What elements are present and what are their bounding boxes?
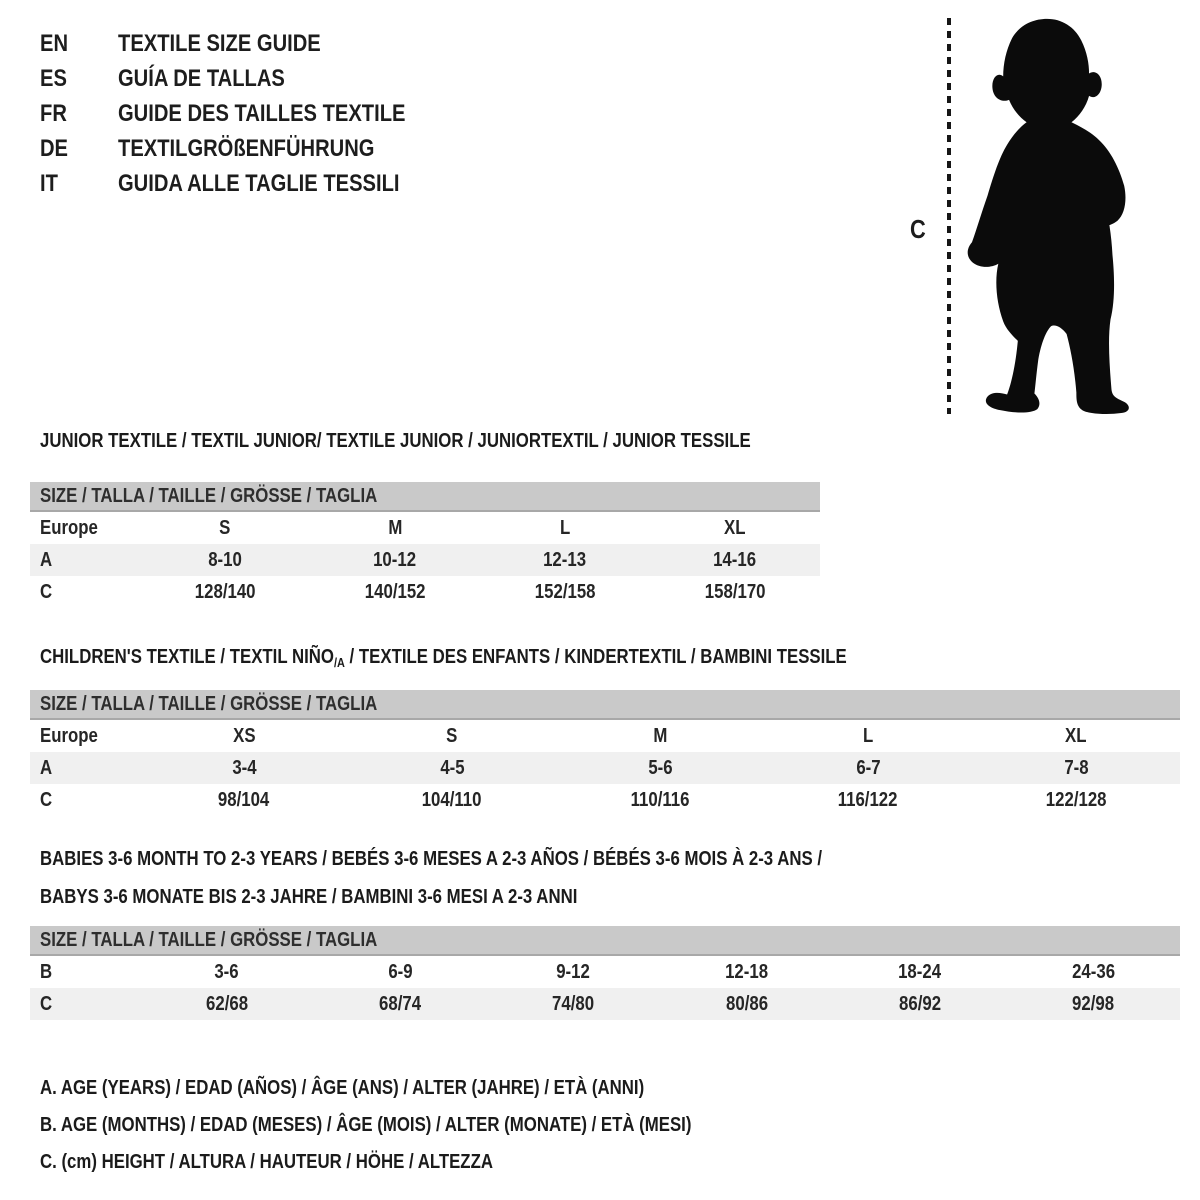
size-header-band: SIZE / TALLA / TAILLE / GRÖSSE / TAGLIA xyxy=(30,482,820,512)
children-title-post: / TEXTILE DES ENFANTS / KINDERTEXTIL / BAMBINI TESSILE xyxy=(344,646,847,668)
value-cell: 14-16 xyxy=(713,548,757,571)
region-label: Europe xyxy=(40,724,98,747)
value-cell: 7-8 xyxy=(1063,756,1089,779)
babies-size-table xyxy=(30,926,1180,1020)
legend-line-b: B. AGE (MONTHS) / EDAD (MESES) / ÂGE (MOIS) / ALTER (MONATE) / ETÀ (MESI) xyxy=(40,1114,692,1136)
value-cell: 5-6 xyxy=(647,756,673,779)
lang-code: IT xyxy=(40,169,58,197)
children-title-pre: CHILDREN'S TEXTILE / TEXTIL NIÑO xyxy=(40,646,334,668)
value-cell: 92/98 xyxy=(1072,992,1115,1015)
measure-line-label: C xyxy=(910,214,926,244)
table-row-sizes xyxy=(30,720,1180,752)
value-cell: 12-18 xyxy=(725,960,769,983)
children-size-table xyxy=(30,690,1180,816)
table-row-sizes xyxy=(30,512,820,544)
lang-code: EN xyxy=(40,29,69,57)
size-cell: S xyxy=(219,516,231,539)
value-cell: 6-9 xyxy=(387,960,413,983)
lang-row-de xyxy=(40,131,460,166)
region-label: Europe xyxy=(40,516,98,539)
lang-code: DE xyxy=(40,134,69,162)
value-cell: 6-7 xyxy=(855,756,881,779)
lang-title: TEXTILGRÖßENFÜHRUNG xyxy=(118,134,375,162)
height-measure-line xyxy=(947,18,951,414)
value-cell: 12-13 xyxy=(543,548,587,571)
lang-row-fr xyxy=(40,96,460,131)
value-cell: 104/110 xyxy=(422,788,482,811)
size-cell: S xyxy=(446,724,458,747)
value-cell: 3-6 xyxy=(214,960,239,983)
size-cell: L xyxy=(559,516,571,539)
value-cell: 116/122 xyxy=(838,788,898,811)
value-cell: 10-12 xyxy=(373,548,417,571)
size-cell: XL xyxy=(1065,724,1087,747)
lang-code: FR xyxy=(40,99,67,127)
table-row-height xyxy=(30,784,1180,816)
table-row-height xyxy=(30,576,820,608)
value-cell: 158/170 xyxy=(704,580,766,603)
size-cell: M xyxy=(652,724,667,747)
lang-title: GUIDA ALLE TAGLIE TESSILI xyxy=(118,169,400,197)
value-cell: 140/152 xyxy=(364,580,426,603)
lang-row-es xyxy=(40,61,460,96)
value-cell: 122/128 xyxy=(1045,788,1107,811)
toddler-silhouette-image xyxy=(962,13,1140,415)
babies-section-title-line1: BABIES 3-6 MONTH TO 2-3 YEARS / BEBÉS 3-6 MESES A 2-3 AÑOS / BÉBÉS 3-6 MOIS À 2-3 ANS / xyxy=(40,848,823,870)
value-cell: 74/80 xyxy=(552,992,595,1015)
row-label: C xyxy=(40,788,53,811)
size-cell: L xyxy=(862,724,874,747)
table-row-age xyxy=(30,752,1180,784)
legend-line-a: A. AGE (YEARS) / EDAD (AÑOS) / ÂGE (ANS) / ALTER (JAHRE) / ETÀ (ANNI) xyxy=(40,1077,645,1099)
lang-title: TEXTILE SIZE GUIDE xyxy=(118,29,321,57)
value-cell: 110/116 xyxy=(630,788,690,811)
value-cell: 3-4 xyxy=(231,756,257,779)
value-cell: 98/104 xyxy=(218,788,270,811)
lang-code: ES xyxy=(40,64,67,92)
size-header-band: SIZE / TALLA / TAILLE / GRÖSSE / TAGLIA xyxy=(30,690,1180,720)
value-cell: 62/68 xyxy=(205,992,248,1015)
table-row-months xyxy=(30,956,1180,988)
value-cell: 128/140 xyxy=(194,580,256,603)
legend-line-c: C. (cm) HEIGHT / ALTURA / HAUTEUR / HÖHE / ALTEZZA xyxy=(40,1151,493,1173)
lang-title: GUIDE DES TAILLES TEXTILE xyxy=(118,99,406,127)
value-cell: 8-10 xyxy=(208,548,242,571)
value-cell: 18-24 xyxy=(898,960,942,983)
table-row-height xyxy=(30,988,1180,1020)
value-cell: 86/92 xyxy=(898,992,941,1015)
babies-section-title-line2: BABYS 3-6 MONATE BIS 2-3 JAHRE / BAMBINI 3-6 MESI A 2-3 ANNI xyxy=(40,886,578,908)
row-label: A xyxy=(40,548,53,571)
children-section-title xyxy=(40,646,1000,670)
table-row-age xyxy=(30,544,820,576)
value-cell: 24-36 xyxy=(1071,960,1115,983)
row-label: C xyxy=(40,580,53,603)
value-cell: 152/158 xyxy=(534,580,596,603)
language-title-list xyxy=(40,26,460,201)
size-cell: M xyxy=(387,516,402,539)
value-cell: 4-5 xyxy=(439,756,465,779)
size-cell: XL xyxy=(724,516,746,539)
size-cell: XS xyxy=(232,724,256,747)
children-title-sub: /A xyxy=(333,655,345,670)
row-label: B xyxy=(40,960,53,983)
lang-title: GUÍA DE TALLAS xyxy=(118,64,285,92)
junior-size-table xyxy=(30,482,820,608)
row-label: C xyxy=(40,992,53,1015)
lang-row-it xyxy=(40,166,460,201)
size-header-band: SIZE / TALLA / TAILLE / GRÖSSE / TAGLIA xyxy=(30,926,1180,956)
value-cell: 68/74 xyxy=(378,992,422,1015)
lang-row-en xyxy=(40,26,460,61)
junior-section-title: JUNIOR TEXTILE / TEXTIL JUNIOR/ TEXTILE JUNIOR / JUNIORTEXTIL / JUNIOR TESSILE xyxy=(40,430,751,452)
value-cell: 80/86 xyxy=(725,992,768,1015)
row-label: A xyxy=(40,756,53,779)
value-cell: 9-12 xyxy=(556,960,591,983)
legend xyxy=(40,1070,816,1181)
